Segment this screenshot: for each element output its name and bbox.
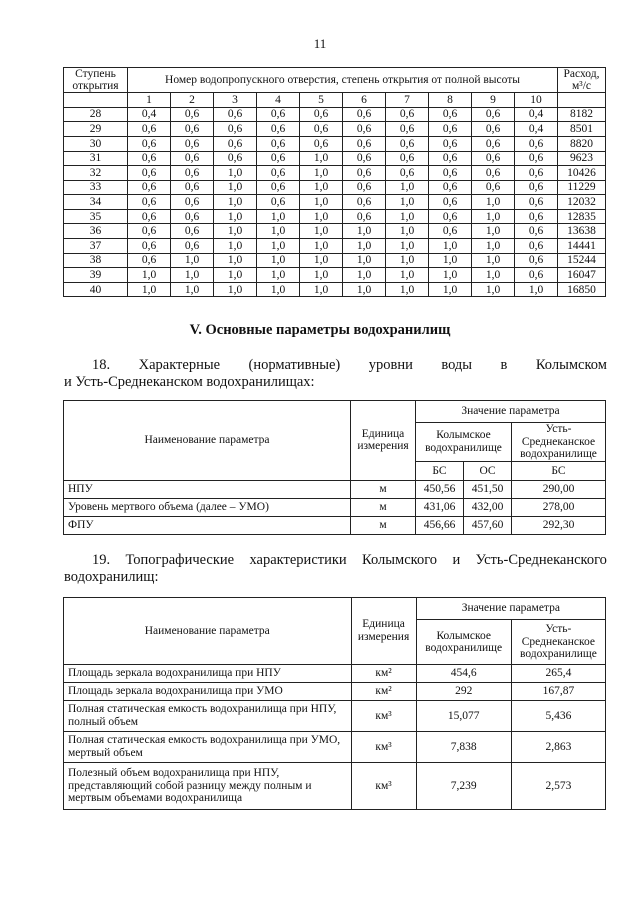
topo-h-name: Наименование параметра bbox=[64, 598, 352, 665]
levels-h-value: Значение параметра bbox=[416, 401, 606, 423]
opening-cell: 1,0 bbox=[343, 268, 386, 283]
opening-cell: 0,6 bbox=[128, 195, 171, 210]
column-number: 6 bbox=[343, 93, 386, 108]
opening-cell: 0,6 bbox=[171, 180, 214, 195]
table-row bbox=[64, 732, 606, 763]
opening-cell: 1,0 bbox=[300, 166, 343, 181]
column-number: 3 bbox=[214, 93, 257, 108]
opening-cell: 0,6 bbox=[343, 136, 386, 151]
opening-cell: 0,6 bbox=[515, 224, 558, 239]
opening-cell: 1,0 bbox=[214, 224, 257, 239]
stage-cell: 33 bbox=[64, 180, 128, 195]
rate-cell: 12835 bbox=[558, 209, 606, 224]
rate-cell: 13638 bbox=[558, 224, 606, 239]
opening-cell: 0,6 bbox=[515, 209, 558, 224]
opening-cell: 1,0 bbox=[214, 195, 257, 210]
opening-cell: 0,6 bbox=[429, 166, 472, 181]
opening-cell: 0,6 bbox=[429, 195, 472, 210]
col-rate-spacer bbox=[558, 93, 606, 108]
word: Характерные bbox=[138, 357, 221, 373]
opening-cell: 1,0 bbox=[429, 239, 472, 254]
opening-cell: 0,6 bbox=[515, 166, 558, 181]
param-value: 454,6 bbox=[416, 665, 511, 683]
opening-cell: 0,6 bbox=[257, 180, 300, 195]
table-row bbox=[64, 239, 606, 254]
topo-h-ust: Усть- Среднеканское водохранилище bbox=[511, 620, 605, 665]
opening-cell: 1,0 bbox=[386, 253, 429, 268]
stage-cell: 29 bbox=[64, 122, 128, 137]
param-name: Полезный объем водохранилища при НПУ, представляющий собой разницу между полным и мертвым объемами водохранилища bbox=[64, 763, 352, 810]
levels-header-row bbox=[64, 401, 606, 423]
param-value: 290,00 bbox=[512, 480, 606, 498]
opening-cell: 0,6 bbox=[515, 239, 558, 254]
param-value: 7,239 bbox=[416, 763, 511, 810]
opening-cell: 1,0 bbox=[214, 239, 257, 254]
stage-cell: 28 bbox=[64, 107, 128, 122]
opening-cell: 0,6 bbox=[300, 136, 343, 151]
opening-cell: 1,0 bbox=[300, 282, 343, 297]
opening-cell: 0,6 bbox=[429, 151, 472, 166]
page-number: 11 bbox=[313, 36, 327, 51]
opening-cell: 0,6 bbox=[386, 151, 429, 166]
opening-cell: 1,0 bbox=[343, 282, 386, 297]
opening-cell: 1,0 bbox=[300, 239, 343, 254]
opening-cell: 0,6 bbox=[128, 224, 171, 239]
opening-cell: 0,6 bbox=[128, 209, 171, 224]
opening-cell: 0,6 bbox=[343, 151, 386, 166]
opening-cell: 0,6 bbox=[429, 136, 472, 151]
opening-cell: 0,6 bbox=[214, 122, 257, 137]
flow-table-header-row bbox=[64, 68, 606, 93]
param-value: 431,06 bbox=[416, 498, 464, 516]
param-unit: км³ bbox=[351, 701, 416, 732]
opening-cell: 1,0 bbox=[214, 180, 257, 195]
opening-cell: 1,0 bbox=[429, 268, 472, 283]
opening-cell: 0,6 bbox=[429, 209, 472, 224]
opening-cell: 1,0 bbox=[386, 195, 429, 210]
opening-cell: 1,0 bbox=[472, 253, 515, 268]
table-row bbox=[64, 122, 606, 137]
opening-cell: 1,0 bbox=[257, 253, 300, 268]
param-unit: км² bbox=[351, 683, 416, 701]
opening-cell: 0,6 bbox=[171, 107, 214, 122]
table-row bbox=[64, 180, 606, 195]
word: в bbox=[500, 357, 508, 373]
topo-table bbox=[63, 597, 606, 810]
word: Колымского bbox=[362, 552, 438, 568]
opening-cell: 0,6 bbox=[472, 107, 515, 122]
opening-cell: 0,6 bbox=[171, 209, 214, 224]
opening-cell: 0,6 bbox=[257, 166, 300, 181]
opening-cell: 0,6 bbox=[171, 136, 214, 151]
table-row bbox=[64, 480, 606, 498]
opening-cell: 0,6 bbox=[343, 209, 386, 224]
opening-cell: 0,6 bbox=[171, 122, 214, 137]
header-rate bbox=[558, 68, 606, 93]
table-row bbox=[64, 763, 606, 810]
opening-cell: 1,0 bbox=[386, 209, 429, 224]
param-name: Площадь зеркала водохранилища при НПУ bbox=[64, 665, 352, 683]
word: Колымском bbox=[535, 357, 607, 373]
opening-cell: 1,0 bbox=[300, 224, 343, 239]
opening-cell: 0,6 bbox=[386, 107, 429, 122]
opening-cell: 0,6 bbox=[171, 239, 214, 254]
opening-cell: 0,6 bbox=[214, 151, 257, 166]
flow-table-body bbox=[64, 107, 606, 297]
param-name: Площадь зеркала водохранилища при УМО bbox=[64, 683, 352, 701]
opening-cell: 1,0 bbox=[257, 209, 300, 224]
rate-cell: 9623 bbox=[558, 151, 606, 166]
opening-cell: 1,0 bbox=[300, 151, 343, 166]
topo-h-kol: Колымское водохранилище bbox=[416, 620, 511, 665]
header-rate-line1: Расход, bbox=[563, 68, 600, 80]
word: характеристики bbox=[249, 552, 347, 568]
opening-cell: 0,6 bbox=[257, 136, 300, 151]
opening-cell: 0,6 bbox=[128, 136, 171, 151]
table-row bbox=[64, 701, 606, 732]
topo-h-value: Значение параметра bbox=[416, 598, 605, 620]
param-name: НПУ bbox=[64, 480, 351, 498]
opening-cell: 0,6 bbox=[515, 151, 558, 166]
opening-cell: 1,0 bbox=[343, 224, 386, 239]
table-row bbox=[64, 268, 606, 283]
opening-cell: 1,0 bbox=[386, 268, 429, 283]
table-row bbox=[64, 282, 606, 297]
opening-cell: 1,0 bbox=[128, 282, 171, 297]
column-number: 1 bbox=[128, 93, 171, 108]
table-row bbox=[64, 224, 606, 239]
opening-cell: 1,0 bbox=[171, 282, 214, 297]
levels-sub-bs1: БС bbox=[416, 461, 464, 480]
word: уровни bbox=[368, 357, 413, 373]
param-name: Уровень мертвого объема (далее – УМО) bbox=[64, 498, 351, 516]
rate-cell: 8182 bbox=[558, 107, 606, 122]
levels-table bbox=[63, 400, 606, 535]
paragraph-18-line2: и Усть-Среднеканском водохранилищах: bbox=[64, 374, 315, 390]
stage-cell: 35 bbox=[64, 209, 128, 224]
param-value: 456,66 bbox=[416, 516, 464, 534]
opening-cell: 1,0 bbox=[257, 239, 300, 254]
opening-cell: 1,0 bbox=[472, 268, 515, 283]
opening-cell: 1,0 bbox=[515, 282, 558, 297]
opening-cell: 0,6 bbox=[300, 107, 343, 122]
opening-cell: 0,6 bbox=[386, 136, 429, 151]
opening-cell: 0,6 bbox=[128, 151, 171, 166]
param-value: 7,838 bbox=[416, 732, 511, 763]
opening-cell: 0,6 bbox=[214, 136, 257, 151]
stage-cell: 31 bbox=[64, 151, 128, 166]
flow-table bbox=[63, 67, 606, 297]
opening-cell: 1,0 bbox=[300, 195, 343, 210]
rate-cell: 16850 bbox=[558, 282, 606, 297]
opening-cell: 1,0 bbox=[472, 239, 515, 254]
table-row bbox=[64, 107, 606, 122]
param-unit: м bbox=[351, 480, 416, 498]
opening-cell: 1,0 bbox=[257, 224, 300, 239]
opening-cell: 0,6 bbox=[386, 166, 429, 181]
opening-cell: 0,6 bbox=[429, 224, 472, 239]
opening-cell: 0,6 bbox=[300, 122, 343, 137]
table-row bbox=[64, 195, 606, 210]
param-unit: км³ bbox=[351, 732, 416, 763]
opening-cell: 0,6 bbox=[472, 122, 515, 137]
param-value: 15,077 bbox=[416, 701, 511, 732]
opening-cell: 0,6 bbox=[515, 253, 558, 268]
opening-cell: 0,6 bbox=[472, 136, 515, 151]
stage-cell: 30 bbox=[64, 136, 128, 151]
stage-cell: 39 bbox=[64, 268, 128, 283]
opening-cell: 0,6 bbox=[429, 107, 472, 122]
opening-cell: 1,0 bbox=[472, 209, 515, 224]
levels-body bbox=[64, 480, 606, 534]
param-name: Полная статическая емкость водохранилища при УМО, мертвый объем bbox=[64, 732, 352, 763]
rate-cell: 15244 bbox=[558, 253, 606, 268]
opening-cell: 0,6 bbox=[171, 195, 214, 210]
opening-cell: 1,0 bbox=[128, 268, 171, 283]
opening-cell: 1,0 bbox=[171, 253, 214, 268]
param-value: 2,573 bbox=[511, 763, 605, 810]
opening-cell: 1,0 bbox=[257, 268, 300, 283]
param-value: 457,60 bbox=[464, 516, 512, 534]
opening-cell: 1,0 bbox=[386, 239, 429, 254]
opening-cell: 0,6 bbox=[515, 195, 558, 210]
param-value: 450,56 bbox=[416, 480, 464, 498]
opening-cell: 1,0 bbox=[171, 268, 214, 283]
param-value: 167,87 bbox=[511, 683, 605, 701]
paragraph-19-line2: водохранилищ: bbox=[64, 569, 159, 585]
param-value: 2,863 bbox=[511, 732, 605, 763]
topo-body bbox=[64, 665, 606, 810]
opening-cell: 1,0 bbox=[300, 180, 343, 195]
word: 18. bbox=[92, 357, 111, 373]
param-value: 278,00 bbox=[512, 498, 606, 516]
table-row bbox=[64, 516, 606, 534]
table-row bbox=[64, 151, 606, 166]
stage-cell: 32 bbox=[64, 166, 128, 181]
opening-cell: 1,0 bbox=[429, 282, 472, 297]
paragraph-19 bbox=[64, 552, 607, 586]
opening-cell: 0,6 bbox=[343, 180, 386, 195]
table-row bbox=[64, 683, 606, 701]
opening-cell: 0,6 bbox=[472, 180, 515, 195]
opening-cell: 1,0 bbox=[343, 239, 386, 254]
table-row bbox=[64, 253, 606, 268]
opening-cell: 1,0 bbox=[257, 282, 300, 297]
word: воды bbox=[441, 357, 473, 373]
opening-cell: 0,6 bbox=[214, 107, 257, 122]
levels-h-name: Наименование параметра bbox=[64, 401, 351, 481]
opening-cell: 0,6 bbox=[386, 122, 429, 137]
opening-cell: 0,6 bbox=[343, 107, 386, 122]
param-unit: м bbox=[351, 498, 416, 516]
opening-cell: 1,0 bbox=[386, 282, 429, 297]
opening-cell: 1,0 bbox=[300, 268, 343, 283]
opening-cell: 0,6 bbox=[171, 166, 214, 181]
section-title: V. Основные параметры водохранилищ bbox=[189, 322, 451, 338]
opening-cell: 1,0 bbox=[472, 195, 515, 210]
table-row bbox=[64, 166, 606, 181]
param-value: 5,436 bbox=[511, 701, 605, 732]
word: 19. bbox=[92, 552, 111, 568]
param-value: 432,00 bbox=[464, 498, 512, 516]
topo-h-unit: Единица измерения bbox=[351, 598, 416, 665]
opening-cell: 0,6 bbox=[515, 268, 558, 283]
param-value: 292,30 bbox=[512, 516, 606, 534]
table-row bbox=[64, 209, 606, 224]
column-number: 7 bbox=[386, 93, 429, 108]
rate-cell: 8820 bbox=[558, 136, 606, 151]
param-value: 265,4 bbox=[511, 665, 605, 683]
column-number: 9 bbox=[472, 93, 515, 108]
opening-cell: 0,6 bbox=[515, 136, 558, 151]
header-stage-line1: Ступень bbox=[75, 68, 116, 80]
stage-cell: 40 bbox=[64, 282, 128, 297]
param-name: ФПУ bbox=[64, 516, 351, 534]
table-row bbox=[64, 136, 606, 151]
paragraph-18 bbox=[64, 357, 607, 391]
col-stage-spacer bbox=[64, 93, 128, 108]
header-rate-line2: м³/с bbox=[571, 80, 592, 93]
opening-cell: 0,6 bbox=[429, 122, 472, 137]
word: Усть-Среднеканского bbox=[475, 552, 607, 568]
opening-cell: 0,6 bbox=[257, 151, 300, 166]
word: Топографические bbox=[125, 552, 235, 568]
word: (нормативные) bbox=[248, 357, 341, 373]
opening-cell: 0,4 bbox=[515, 122, 558, 137]
levels-h-ust: Усть- Среднеканское водохранилище bbox=[512, 423, 606, 462]
opening-cell: 0,6 bbox=[171, 224, 214, 239]
opening-cell: 0,6 bbox=[171, 151, 214, 166]
opening-cell: 0,6 bbox=[472, 166, 515, 181]
rate-cell: 11229 bbox=[558, 180, 606, 195]
opening-cell: 1,0 bbox=[214, 282, 257, 297]
column-number: 2 bbox=[171, 93, 214, 108]
rate-cell: 16047 bbox=[558, 268, 606, 283]
opening-cell: 0,4 bbox=[128, 107, 171, 122]
paragraph-19-line1 bbox=[64, 552, 607, 569]
opening-cell: 0,6 bbox=[128, 253, 171, 268]
rate-cell: 8501 bbox=[558, 122, 606, 137]
opening-cell: 0,6 bbox=[257, 195, 300, 210]
opening-cell: 0,6 bbox=[343, 166, 386, 181]
levels-sub-bs2: БС bbox=[512, 461, 606, 480]
column-number: 5 bbox=[300, 93, 343, 108]
column-number: 4 bbox=[257, 93, 300, 108]
opening-cell: 0,4 bbox=[515, 107, 558, 122]
levels-sub-os: ОС bbox=[464, 461, 512, 480]
opening-cell: 1,0 bbox=[214, 253, 257, 268]
opening-cell: 0,6 bbox=[128, 180, 171, 195]
opening-cell: 0,6 bbox=[472, 151, 515, 166]
opening-cell: 1,0 bbox=[472, 282, 515, 297]
opening-cell: 1,0 bbox=[429, 253, 472, 268]
column-number: 8 bbox=[429, 93, 472, 108]
opening-cell: 1,0 bbox=[386, 224, 429, 239]
param-value: 292 bbox=[416, 683, 511, 701]
opening-cell: 0,6 bbox=[257, 107, 300, 122]
opening-cell: 0,6 bbox=[128, 166, 171, 181]
flow-table-column-row bbox=[64, 93, 606, 108]
topo-header-row bbox=[64, 598, 606, 620]
opening-cell: 0,6 bbox=[257, 122, 300, 137]
opening-cell: 0,6 bbox=[343, 122, 386, 137]
stage-cell: 36 bbox=[64, 224, 128, 239]
opening-cell: 1,0 bbox=[300, 209, 343, 224]
paragraph-18-line1 bbox=[64, 357, 607, 374]
param-unit: км² bbox=[351, 665, 416, 683]
header-stage-line2: открытия bbox=[72, 80, 119, 93]
opening-cell: 1,0 bbox=[300, 253, 343, 268]
opening-cell: 1,0 bbox=[386, 180, 429, 195]
param-unit: м bbox=[351, 516, 416, 534]
table-row bbox=[64, 498, 606, 516]
opening-cell: 1,0 bbox=[214, 166, 257, 181]
opening-cell: 0,6 bbox=[429, 180, 472, 195]
header-span: Номер водопропускного отверстия, степень открытия от полной высоты bbox=[128, 68, 558, 93]
header-stage bbox=[64, 68, 128, 93]
table-row bbox=[64, 665, 606, 683]
opening-cell: 1,0 bbox=[214, 268, 257, 283]
opening-cell: 1,0 bbox=[472, 224, 515, 239]
opening-cell: 1,0 bbox=[214, 209, 257, 224]
column-number: 10 bbox=[515, 93, 558, 108]
stage-cell: 38 bbox=[64, 253, 128, 268]
opening-cell: 0,6 bbox=[343, 195, 386, 210]
rate-cell: 12032 bbox=[558, 195, 606, 210]
param-unit: км³ bbox=[351, 763, 416, 810]
rate-cell: 10426 bbox=[558, 166, 606, 181]
rate-cell: 14441 bbox=[558, 239, 606, 254]
stage-cell: 34 bbox=[64, 195, 128, 210]
opening-cell: 0,6 bbox=[128, 122, 171, 137]
opening-cell: 1,0 bbox=[343, 253, 386, 268]
param-value: 451,50 bbox=[464, 480, 512, 498]
opening-cell: 0,6 bbox=[128, 239, 171, 254]
levels-h-kol: Колымское водохранилище bbox=[416, 423, 512, 462]
levels-h-unit: Единица измерения bbox=[351, 401, 416, 481]
opening-cell: 0,6 bbox=[515, 180, 558, 195]
word: и bbox=[452, 552, 461, 568]
stage-cell: 37 bbox=[64, 239, 128, 254]
param-name: Полная статическая емкость водохранилища при НПУ, полный объем bbox=[64, 701, 352, 732]
